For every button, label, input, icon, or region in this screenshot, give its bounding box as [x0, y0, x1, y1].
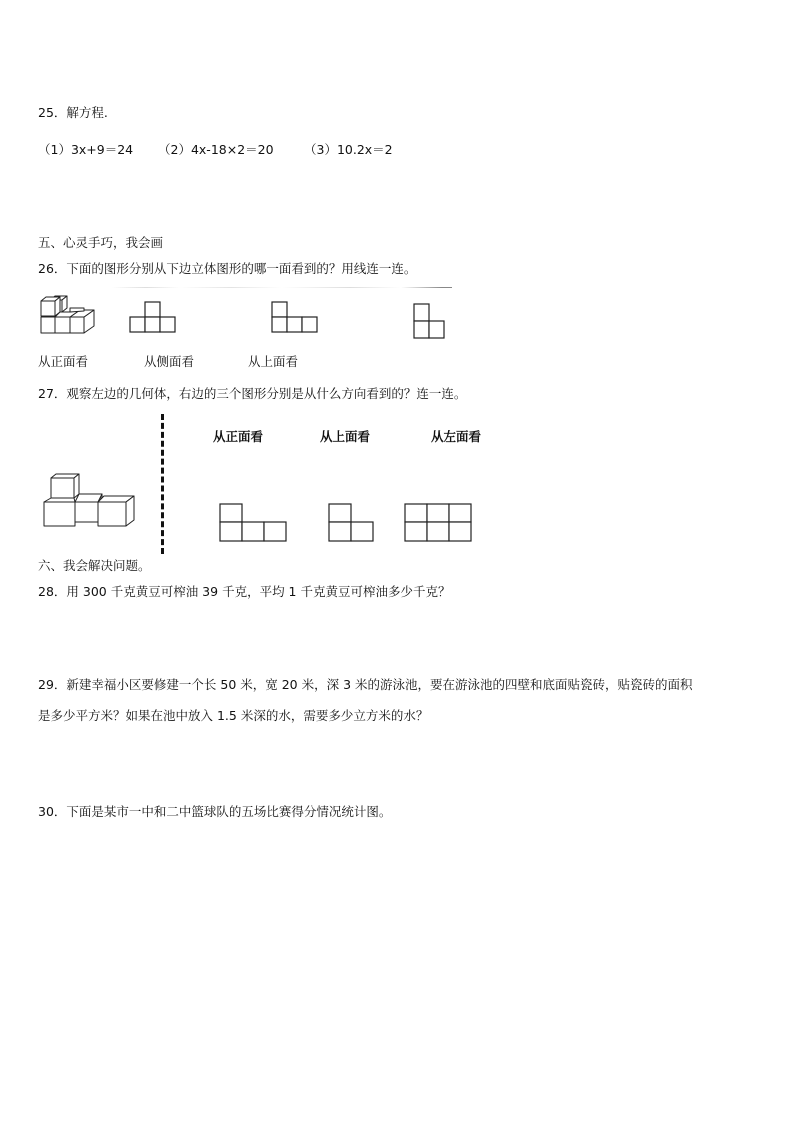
- q26-label-side: 从侧面看: [144, 354, 195, 369]
- q27-title: 27．观察左边的几何体，右边的三个图形分别是从什么方向看到的？连一连。: [38, 386, 467, 401]
- q27-label-left: 从左面看: [431, 429, 482, 444]
- q27-label-front: 从正面看: [213, 429, 264, 444]
- q27-solid-figure: [42, 474, 142, 530]
- section-6-heading: 六、我会解决问题。: [38, 558, 151, 573]
- q25-title: 25．解方程.: [38, 105, 108, 120]
- q26-view-grid-3: [414, 304, 446, 340]
- q25-equation-1: （1）3x+9＝24: [38, 142, 134, 157]
- q29-text-line-1: 29．新建幸福小区要修建一个长 50 米，宽 20 米，深 3 米的游泳池，要在游泳池的四壁和底面贴瓷砖，贴瓷砖的面积: [38, 677, 693, 692]
- q25-equation-2: （2）4x-18×2＝20: [158, 142, 274, 157]
- q26-view-grid-2: [272, 302, 318, 334]
- q27-view-grid-2: [329, 504, 377, 544]
- q27-view-grid-1: [220, 504, 290, 544]
- q26-label-front: 从正面看: [38, 354, 89, 369]
- q27-view-grid-3: [405, 504, 475, 544]
- q25-equation-3: （3）10.2x＝2: [304, 142, 393, 157]
- dashed-divider: [161, 414, 164, 554]
- q26-solid-figure: [38, 296, 108, 338]
- q26-title: 26．下面的图形分别从下边立体图形的哪一面看到的？用线连一连。: [38, 261, 417, 276]
- section-5-heading: 五、心灵手巧，我会画: [38, 235, 164, 250]
- q28-text: 28．用 300 千克黄豆可榨油 39 千克，平均 1 千克黄豆可榨油多少千克？: [38, 584, 451, 599]
- q26-label-top: 从上面看: [248, 354, 299, 369]
- q29-text-line-2: 是多少平方米？如果在池中放入 1.5 米深的水，需要多少立方米的水？: [38, 708, 429, 723]
- q26-view-grid-1: [130, 302, 176, 334]
- q30-text: 30．下面是某市一中和二中篮球队的五场比赛得分情况统计图。: [38, 804, 392, 819]
- q27-label-top: 从上面看: [320, 429, 371, 444]
- scan-mark: [112, 287, 452, 288]
